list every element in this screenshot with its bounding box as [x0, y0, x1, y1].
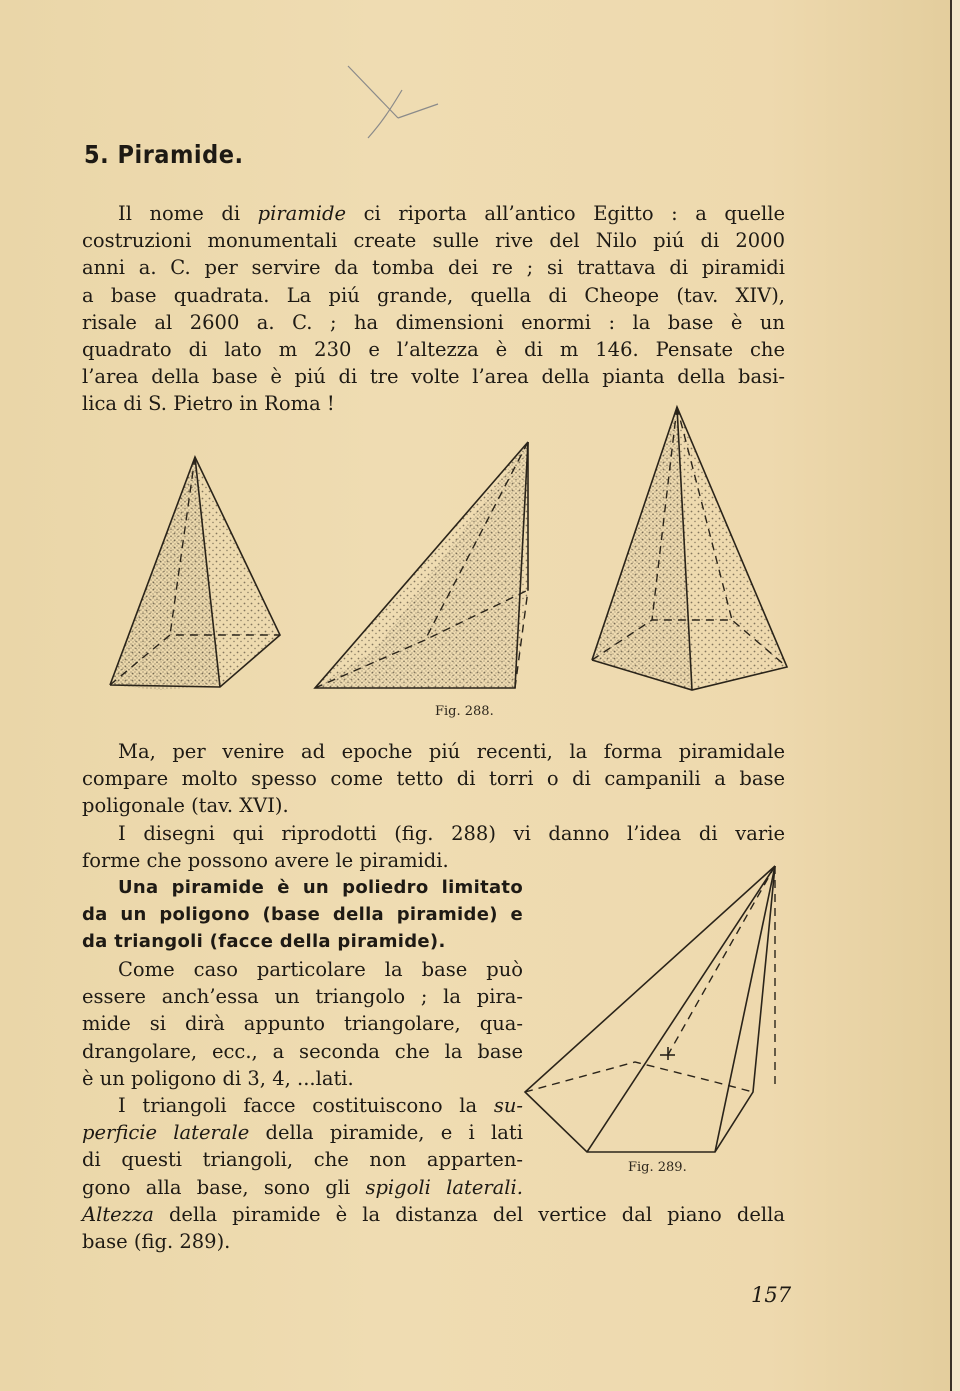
paragraph-base-cases	[82, 956, 523, 1092]
text-line	[82, 792, 785, 819]
text-line	[82, 363, 785, 390]
text-run: Ma, per venire ad epoche piú recenti, la forma piramidale	[118, 740, 785, 763]
text-line	[82, 1119, 523, 1146]
text-line	[82, 1228, 785, 1255]
italic-term: spigoli laterali.	[365, 1175, 523, 1199]
text-run: della piramide è la distanza del vertice dal piano della	[153, 1203, 785, 1226]
text-run: forme che possono avere le piramidi.	[82, 849, 449, 873]
text-line	[82, 254, 785, 281]
text-line	[82, 1010, 523, 1037]
text-run: l’area della base è piú di tre volte l’area della pianta della basi-	[82, 365, 785, 389]
fig288-pyramid-middle	[315, 440, 535, 690]
text-line	[82, 200, 785, 227]
italic-term: perficie laterale	[82, 1121, 250, 1145]
text-run: Il nome di	[118, 202, 258, 225]
pyramid-definition	[82, 874, 523, 956]
text-run: essere anch’essa un triangolo ; la pira-	[82, 985, 523, 1009]
text-run: poligonale (tav. XVI).	[82, 794, 289, 818]
text-run: base (fig. 289).	[82, 1230, 231, 1254]
text-run: drangolare, ecc., a seconda che la base	[82, 1039, 523, 1063]
text-line	[82, 336, 785, 363]
text-run: quadrato di lato m 230 e l’altezza è di m 146. Pensate che	[82, 338, 785, 362]
italic-term: su-	[493, 1094, 523, 1117]
page-number: 157	[751, 1283, 792, 1307]
text-line	[82, 1038, 523, 1065]
fig288-pyramid-right	[592, 405, 792, 695]
text-line	[82, 309, 785, 336]
text-run: anni a. C. per servire da tomba dei re ; si trattava di piramidi	[82, 256, 785, 280]
text-line	[82, 956, 523, 983]
text-run: mide si dirà appunto triangolare, qua-	[82, 1012, 523, 1036]
text-line	[82, 820, 785, 847]
text-line	[82, 983, 523, 1010]
text-line	[82, 1201, 785, 1228]
text-run: da un poligono (base della piramide) e	[82, 904, 523, 926]
paragraph-roofs	[82, 738, 785, 820]
paragraph-lateral-surface	[82, 1092, 523, 1201]
italic-term: Altezza	[82, 1203, 154, 1226]
text-line	[82, 738, 785, 765]
text-run: Come caso particolare la base può	[118, 958, 523, 981]
text-run: I triangoli facce costituiscono la	[118, 1094, 494, 1117]
fig288-caption: Fig. 288.	[435, 704, 494, 719]
text-run: ci riporta all’antico Egitto : a quelle	[346, 202, 785, 225]
text-run: I disegni qui riprodotti (fig. 288) vi danno l’idea di varie	[118, 822, 785, 845]
text-run: risale al 2600 a. C. ; ha dimensioni enormi : la base è un	[82, 310, 785, 334]
page-border-line	[950, 0, 952, 1391]
text-line	[82, 765, 785, 792]
text-line	[82, 901, 523, 928]
text-run: di questi triangoli, che non apparten-	[82, 1148, 523, 1172]
page-edge	[952, 0, 960, 1391]
fig288-pyramid-left	[110, 455, 290, 695]
italic-term: piramide	[257, 202, 347, 225]
text-line	[82, 1065, 523, 1092]
text-run: da triangoli (facce della piramide).	[82, 931, 446, 953]
text-run: della piramide, e i lati	[249, 1121, 523, 1145]
text-line	[82, 1146, 523, 1173]
pencil-mark	[340, 60, 450, 150]
text-line	[82, 1174, 523, 1201]
text-line	[82, 1092, 523, 1119]
text-line	[82, 282, 785, 309]
text-run: è un poligono di 3, 4, ...lati.	[82, 1066, 354, 1090]
text-run: costruzioni monumentali create sulle rive del Nilo piú di 2000	[82, 229, 785, 253]
intro-paragraph	[82, 200, 785, 418]
text-run: lica di S. Pietro in Roma !	[82, 392, 335, 416]
fig289-caption: Fig. 289.	[628, 1160, 687, 1175]
fig289-pyramid-diagram	[525, 860, 785, 1160]
text-line	[82, 928, 523, 955]
section-heading: 5. Piramide.	[84, 140, 244, 169]
text-line	[82, 227, 785, 254]
text-run: a base quadrata. La piú grande, quella di Cheope (tav. XIV),	[82, 283, 785, 307]
text-line	[82, 874, 523, 901]
paragraph-height	[82, 1201, 785, 1255]
text-run: Una piramide è un poliedro limitato	[118, 877, 523, 898]
text-run: gono alla base, sono gli	[82, 1175, 366, 1199]
text-run: compare molto spesso come tetto di torri o di campanili a base	[82, 767, 785, 791]
